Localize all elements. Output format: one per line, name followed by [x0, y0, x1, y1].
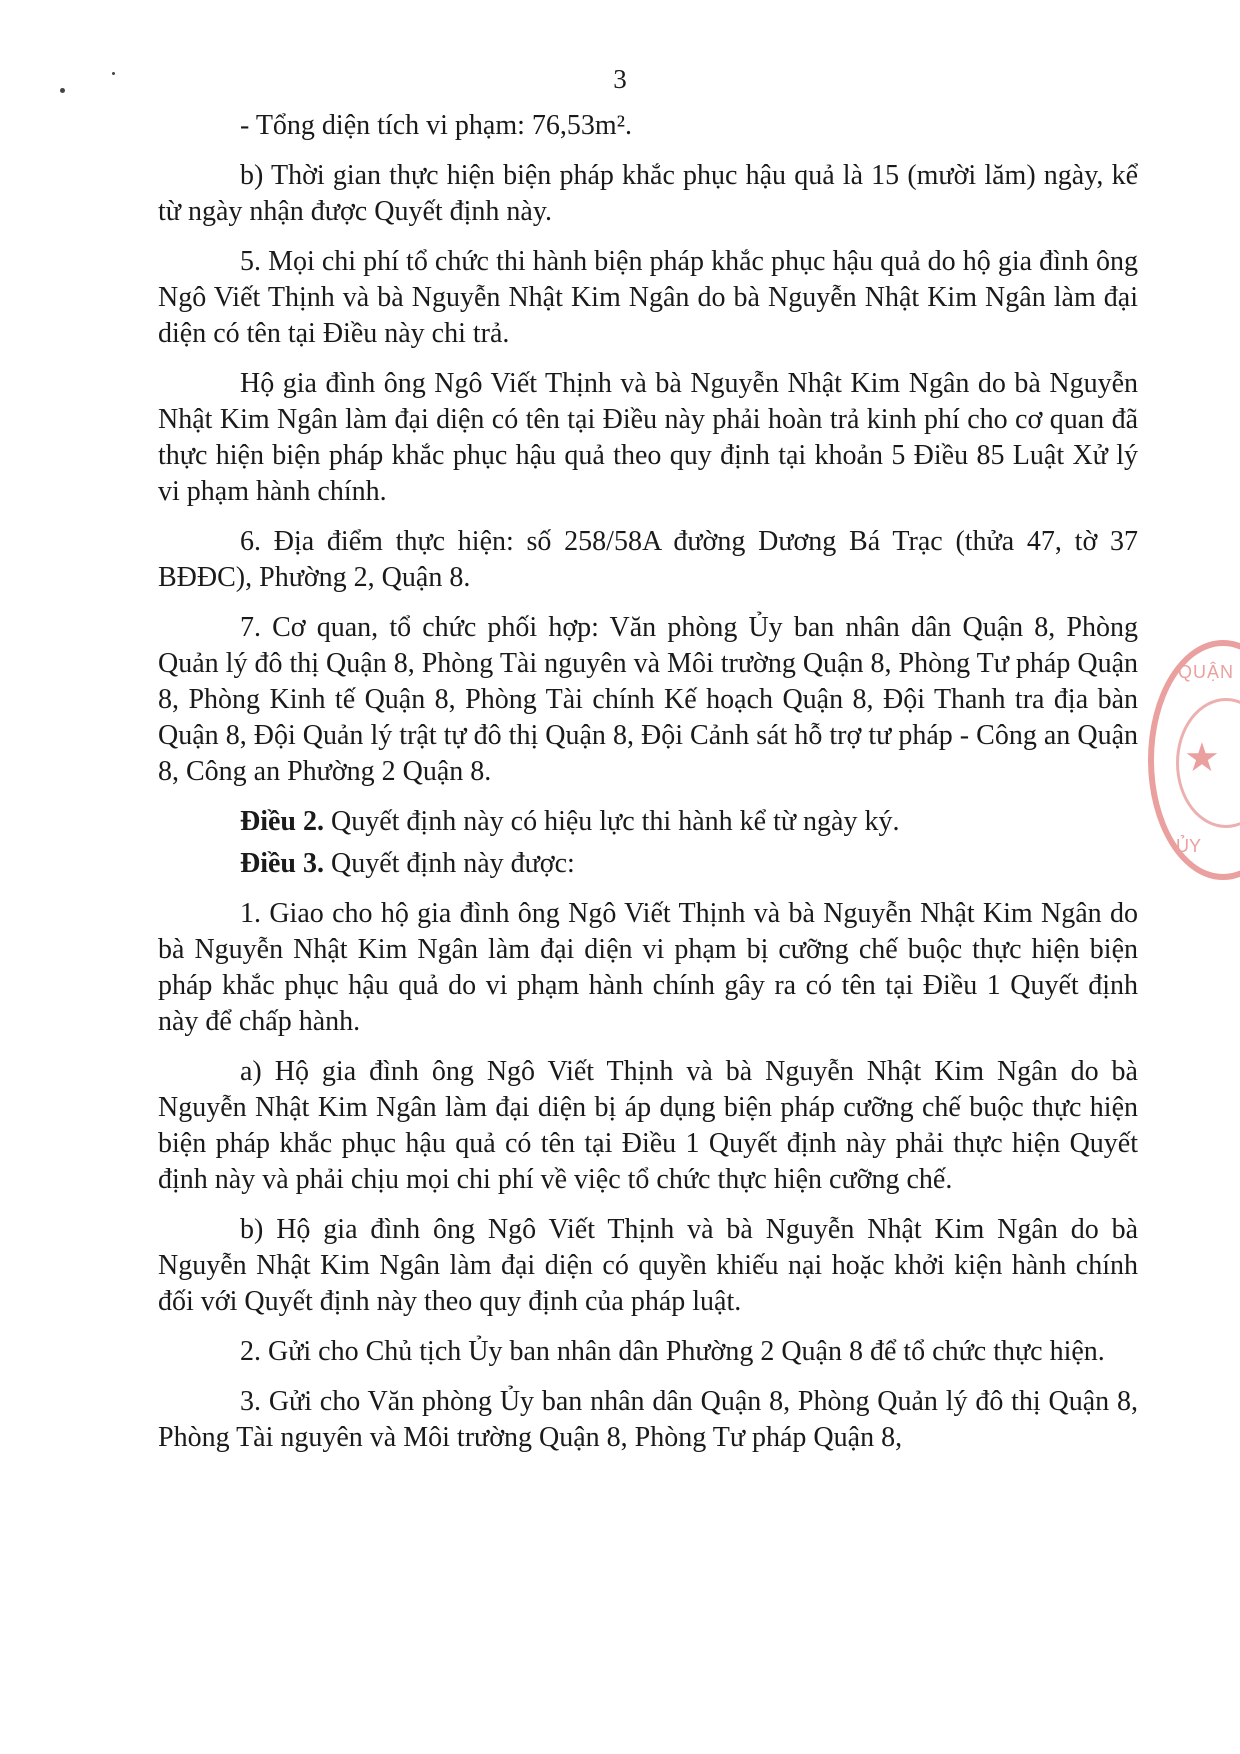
paragraph-complaint-right: b) Hộ gia đình ông Ngô Viết Thịnh và bà Nguyễn Nhật Kim Ngân do bà Nguyễn Nhật Kim Ngân làm đại diện có quyền khiếu nại hoặc khởi kiện hành chính đối với Quyết định này theo quy định của pháp luật. — [158, 1214, 1138, 1317]
paragraph-reimbursement: Hộ gia đình ông Ngô Viết Thịnh và bà Nguyễn Nhật Kim Ngân do bà Nguyễn Nhật Kim Ngân làm đại diện có tên tại Điều này phải hoàn trả kinh phí cho cơ quan đã thực hiện biện pháp khắc phục hậu quả theo quy định tại khoản 5 Điều 85 Luật Xử lý vi phạm hành chính. — [158, 368, 1138, 507]
paragraph-coordinating-agencies: 7. Cơ quan, tổ chức phối hợp: Văn phòng Ủy ban nhân dân Quận 8, Phòng Quản lý đô thị Quận 8, Phòng Tài nguyên và Môi trường Quận 8, Phòng Tư pháp Quận 8, Phòng Kinh tế Quận 8, Phòng Tài chính Kế hoạch Quận 8, Đội Thanh tra địa bàn Quận 8, Đội Quản lý trật tự đô thị Quận 8, Đội Cảnh sát hỗ trợ tư pháp - Công an Quận 8, Công an Phường 2 Quận 8. — [158, 612, 1138, 787]
paragraph-send-offices: 3. Gửi cho Văn phòng Ủy ban nhân dân Quận 8, Phòng Quản lý đô thị Quận 8, Phòng Tài nguyên và Môi trường Quận 8, Phòng Tư pháp Quận 8, — [158, 1386, 1138, 1453]
paragraph-total-area: - Tổng diện tích vi phạm: 76,53m². — [240, 110, 633, 141]
scan-speck — [112, 72, 115, 75]
article-2-heading: Điều 2. — [240, 806, 324, 837]
page-number: 3 — [613, 64, 627, 94]
star-icon: ★ — [1184, 735, 1220, 780]
document-body — [158, 108, 1138, 1470]
paragraph-remedy-time: b) Thời gian thực hiện biện pháp khắc phục hậu quả là 15 (mười lăm) ngày, kể từ ngày nhận được Quyết định này. — [158, 160, 1138, 227]
article-3-text: Quyết định này được: — [324, 848, 575, 879]
seal-bottom-text: ỦY — [1176, 836, 1202, 856]
article-3-heading: Điều 3. — [240, 848, 324, 879]
seal-top-text: QUẬN — [1178, 662, 1235, 682]
paragraph-costs: 5. Mọi chi phí tổ chức thi hành biện pháp khắc phục hậu quả do hộ gia đình ông Ngô Viết Thịnh và bà Nguyễn Nhật Kim Ngân do bà Nguyễn Nhật Kim Ngân làm đại diện có tên tại Điều này chi trả. — [158, 246, 1138, 349]
scan-speck — [60, 88, 65, 93]
paragraph-obligation: a) Hộ gia đình ông Ngô Viết Thịnh và bà Nguyễn Nhật Kim Ngân do bà Nguyễn Nhật Kim Ngân làm đại diện bị áp dụng biện pháp cưỡng chế buộc thực hiện biện pháp khắc phục hậu quả có tên tại Điều 1 Quyết định này phải thực hiện Quyết định này và phải chịu mọi chi phí về việc tổ chức thực hiện cưỡng chế. — [158, 1056, 1138, 1195]
paragraph-assign-household: 1. Giao cho hộ gia đình ông Ngô Viết Thịnh và bà Nguyễn Nhật Kim Ngân do bà Nguyễn Nhật Kim Ngân làm đại diện vi phạm bị cưỡng chế buộc thực hiện biện pháp khắc phục hậu quả do vi phạm hành chính gây ra có tên tại Điều 1 Quyết định này để chấp hành. — [158, 898, 1138, 1037]
paragraph-send-ward-chair: 2. Gửi cho Chủ tịch Ủy ban nhân dân Phường 2 Quận 8 để tổ chức thực hiện. — [240, 1336, 1105, 1367]
article-3 — [158, 846, 1138, 882]
red-seal-stamp — [1148, 640, 1240, 880]
article-2 — [158, 804, 1138, 840]
article-2-text: Quyết định này có hiệu lực thi hành kể từ ngày ký. — [324, 806, 900, 837]
paragraph-location: 6. Địa điểm thực hiện: số 258/58A đường Dương Bá Trạc (thửa 47, tờ 37 BĐĐC), Phường 2, Quận 8. — [158, 526, 1138, 593]
